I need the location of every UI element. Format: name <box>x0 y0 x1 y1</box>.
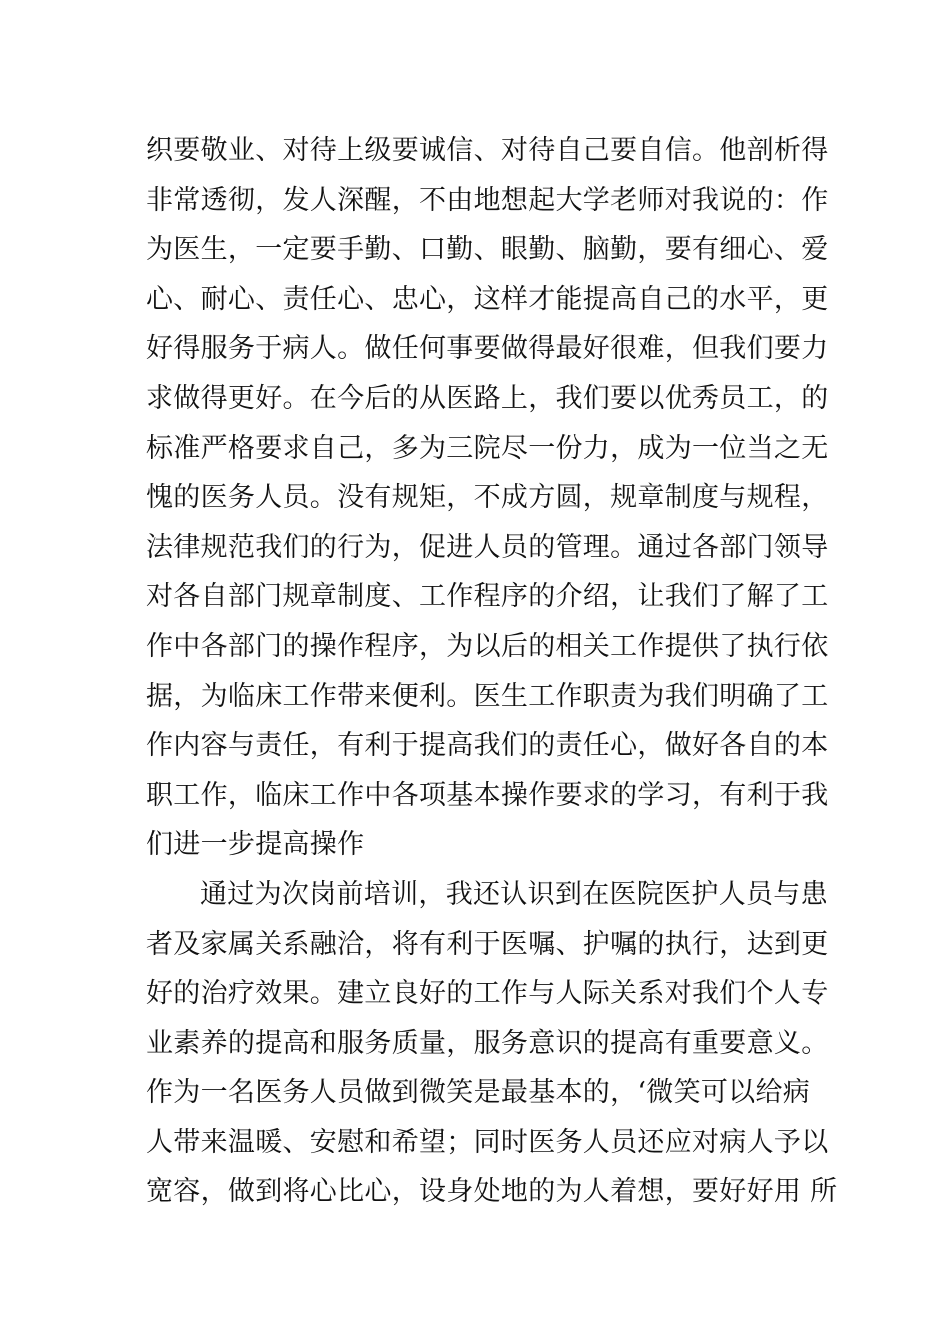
text-line: 作中各部门的操作程序，为以后的相关工作提供了执行依 <box>146 630 829 662</box>
text-line: 宽容，做到将心比心，设身处地的为人着想，要好好用 所 <box>146 1176 838 1208</box>
text-line: 非常透彻，发人深醒，不由地想起大学老师对我说的：作 <box>146 184 829 216</box>
text-line: 织要敬业、对待上级要诚信、对待自己要自信。他剖析得 <box>146 135 829 166</box>
text-line: 者及家属关系融洽，将有利于医嘱、护嘱的执行，达到更 <box>146 928 829 960</box>
text-line: 好的治疗效果。建立良好的工作与人际关系对我们个人专 <box>146 978 829 1010</box>
body-text <box>146 126 838 1217</box>
text-line: 人带来温暖、安慰和希望；同时医务人员还应对病人予以 <box>146 1126 829 1158</box>
text-line: 业素养的提高和服务质量，服务意识的提高有重要意义。 <box>146 1027 829 1059</box>
text-line: 作为一名医务人员做到微笑是最基本的，‘微笑可以给病 <box>146 1077 811 1109</box>
text-line: 好得服务于病人。做任何事要做得最好很难，但我们要力 <box>146 333 829 365</box>
text-line: 对各自部门规章制度、工作程序的介绍，让我们了解了工 <box>146 581 829 613</box>
text-line: 职工作，临床工作中各项基本操作要求的学习，有利于我 <box>146 779 829 811</box>
text-line: 心、耐心、责任心、忠心，这样才能提高自己的水平，更 <box>146 283 829 315</box>
paragraph-first-line: 通过为次岗前培训，我还认识到在医院医护人员与患 <box>200 878 828 910</box>
text-line: 为医生，一定要手勤、口勤、眼勤、脑勤，要有细心、爱 <box>146 234 829 266</box>
text-line: 作内容与责任，有利于提高我们的责任心，做好各自的本 <box>146 730 829 762</box>
text-line: 标准严格要求自己，多为三院尽一份力，成为一位当之无 <box>146 432 829 464</box>
text-line: 们进一步提高操作 <box>146 829 365 861</box>
text-line: 法律规范我们的行为，促进人员的管理。通过各部门领导 <box>146 531 829 563</box>
text-line: 求做得更好。在今后的从医路上，我们要以优秀员工，的 <box>146 382 829 414</box>
text-line: 据，为临床工作带来便利。医生工作职责为我们明确了工 <box>146 680 829 712</box>
text-line: 愧的医务人员。没有规矩，不成方圆，规章制度与规程， <box>146 482 829 514</box>
